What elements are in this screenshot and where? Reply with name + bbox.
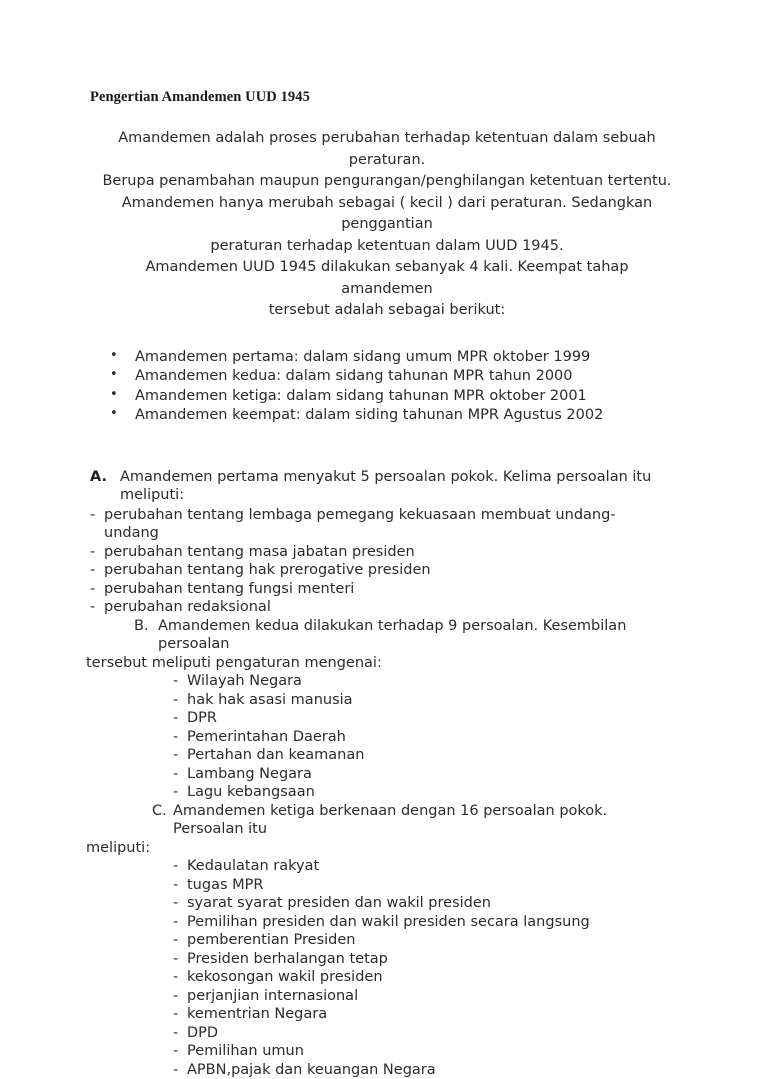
section-a-heading-text: Amandemen pertama menyakut 5 persoalan pokok. Kelima persoalan itu meliputi: [120,469,651,504]
intro-line: Amandemen UUD 1945 dilakukan sebanyak 4 kali. Keempat tahap amandemen [98,257,676,300]
intro-line: Berupa penambahan maupun pengurangan/penghilangan ketentuan tertentu. [98,171,676,193]
list-item-continuation: undang [104,524,678,543]
list-item-label: Presiden berhalangan tetap [187,951,388,967]
list-item [88,728,678,747]
list-item-label: kementrian Negara [187,1006,327,1022]
list-item-label: Lambang Negara [187,766,312,782]
dash-marker: - [173,857,178,876]
list-item-label: hak hak asasi manusia [187,692,353,708]
intro-line: tersebut adalah sebagai berikut: [98,300,676,322]
list-item [88,913,678,932]
list-item-label: Pemerintahan Daerah [187,729,346,745]
list-item [88,1042,678,1061]
list-item [88,857,678,876]
dash-marker: - [173,672,178,691]
list-item-label: perjanjian internasional [187,988,358,1004]
section-a [88,468,678,617]
section-c-marker: C. [152,802,167,821]
list-item-label: Lagu kebangsaan [187,784,315,800]
intro-line: peraturan terhadap ketentuan dalam UUD 1945. [98,236,676,258]
dash-marker: - [173,691,178,710]
section-c-heading-text: Amandemen ketiga berkenaan dengan 16 persoalan pokok. Persoalan itu [173,802,678,839]
list-item-label: Pertahan dan keamanan [187,747,364,763]
list-item-label: DPD [187,1025,218,1041]
dash-marker: - [173,1042,178,1061]
dash-marker: - [173,1005,178,1024]
list-item [88,672,678,691]
list-item [90,598,678,617]
dash-marker: - [173,746,178,765]
list-item-label: DPR [187,710,217,726]
list-item: • Amandemen ketiga: dalam sidang tahunan MPR oktober 2001 [88,387,678,406]
intro-line: Amandemen hanya merubah sebagai ( kecil ) dari peraturan. Sedangkan penggantian [98,193,676,236]
list-item [88,1005,678,1024]
dash-marker: - [173,987,178,1006]
list-item-label: Wilayah Negara [187,673,302,689]
section-b-heading [88,617,678,654]
section-b-heading-continuation: tersebut meliputi pengaturan mengenai: [86,654,678,673]
dash-marker: - [173,765,178,784]
list-item-label: syarat syarat presiden dan wakil presiden [187,895,491,911]
list-item [88,876,678,895]
list-item [90,543,678,562]
list-item-label: perubahan tentang lembaga pemegang kekuasaan membuat undang- [104,507,616,523]
list-item [88,894,678,913]
list-item-label: perubahan tentang fungsi menteri [104,581,354,597]
dash-marker: - [90,561,95,580]
list-item-label: Kedaulatan rakyat [187,858,319,874]
list-item [88,968,678,987]
section-b-heading-text: Amandemen kedua dilakukan terhadap 9 persoalan. Kesembilan persoalan [158,617,678,654]
list-item [88,765,678,784]
list-item-label: kekosongan wakil presiden [187,969,383,985]
list-item [88,709,678,728]
list-item [88,1024,678,1043]
section-b [88,617,678,802]
intro-line: Amandemen adalah proses perubahan terhadap ketentuan dalam sebuah peraturan. [98,128,676,171]
section-c-heading-continuation: meliputi: [86,839,678,858]
dash-marker: - [173,709,178,728]
list-item-label: APBN,pajak dan keuangan Negara [187,1062,436,1078]
list-item: • Amandemen pertama: dalam sidang umum MPR oktober 1999 [88,348,678,367]
list-item [88,987,678,1006]
list-item-label: Pemilihan presiden dan wakil presiden secara langsung [187,914,590,930]
dash-marker: - [90,543,95,562]
dash-marker: - [90,506,95,525]
list-item: • Amandemen keempat: dalam siding tahunan MPR Agustus 2002 [88,406,678,425]
list-item [90,506,678,525]
dash-marker: - [173,876,178,895]
dash-marker: - [173,894,178,913]
dash-marker: - [173,728,178,747]
section-a-marker: A. [90,468,107,487]
page-title: Pengertian Amandemen UUD 1945 [90,88,678,106]
dash-marker: - [173,913,178,932]
list-item [90,580,678,599]
list-item [88,746,678,765]
dash-marker: - [90,598,95,617]
section-a-heading [88,468,678,505]
list-item [88,950,678,969]
list-item [88,783,678,802]
section-b-marker: B. [134,617,149,636]
list-item-label: perubahan redaksional [104,599,271,615]
section-c [88,802,678,1079]
list-item-label: Pemilihan umun [187,1043,304,1059]
dash-marker: - [90,580,95,599]
dash-marker: - [173,931,178,950]
amendment-phases-list [88,348,678,425]
dash-marker: - [173,968,178,987]
dash-marker: - [173,1061,178,1079]
list-item-label: tugas MPR [187,877,263,893]
section-c-heading [88,802,678,839]
list-item-label: perubahan tentang hak prerogative presiden [104,562,431,578]
list-item [88,1061,678,1079]
list-item-label: perubahan tentang masa jabatan presiden [104,544,415,560]
list-item [88,931,678,950]
dash-marker: - [173,1024,178,1043]
document-body [88,88,678,1079]
list-item-label: pemberentian Presiden [187,932,355,948]
dash-marker: - [173,783,178,802]
dash-marker: - [173,950,178,969]
list-item: • Amandemen kedua: dalam sidang tahunan MPR tahun 2000 [88,367,678,386]
list-item [88,691,678,710]
intro-paragraph [98,128,676,322]
list-item [90,561,678,580]
